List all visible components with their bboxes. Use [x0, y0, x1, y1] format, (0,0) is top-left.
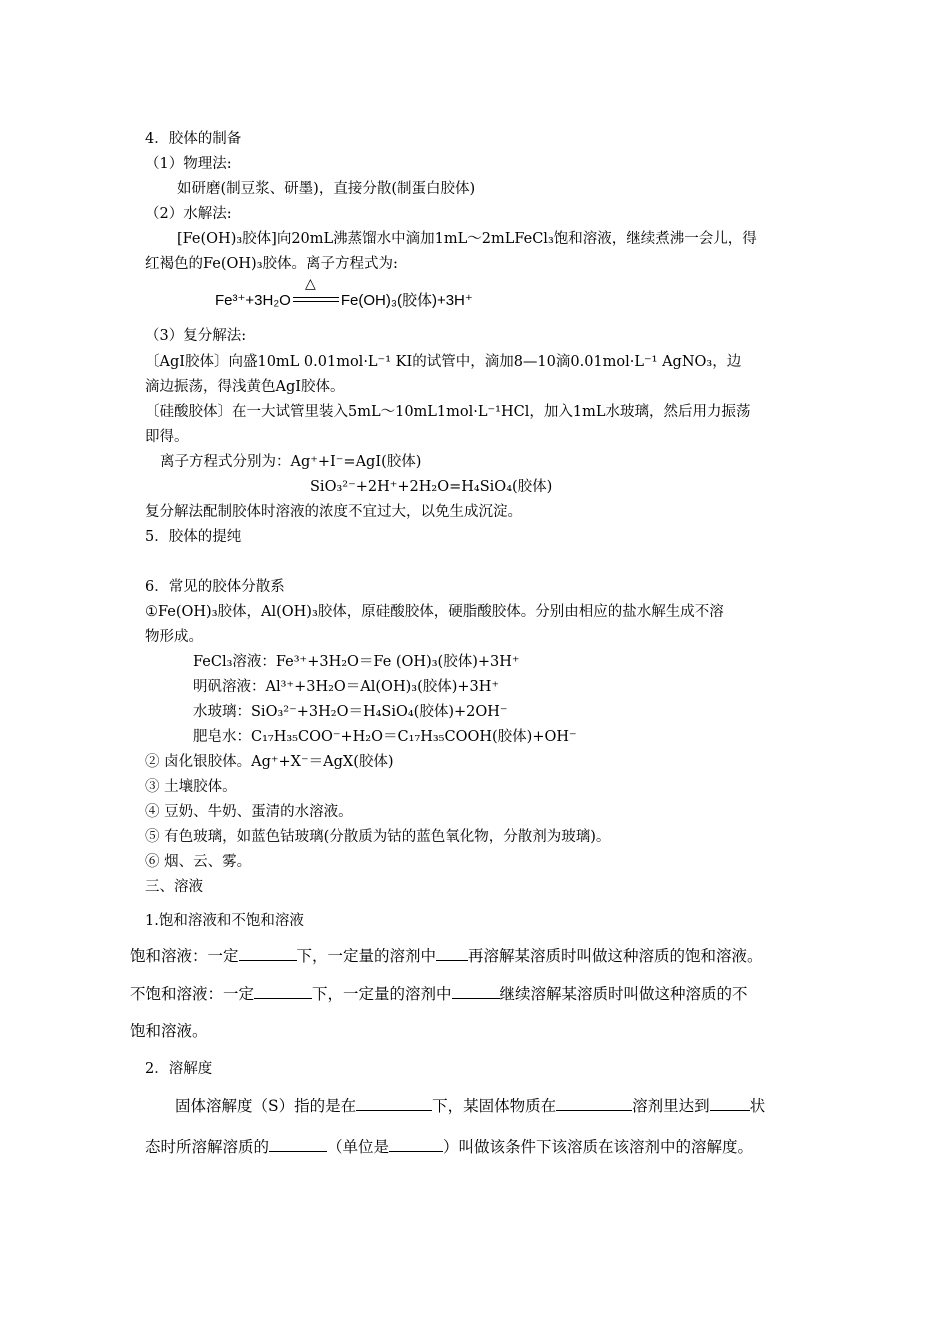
subheading: （1）物理法: — [145, 156, 232, 172]
double-line-arrow-icon — [293, 294, 339, 308]
list-item: ④ 豆奶、牛奶、蛋清的水溶液。 — [145, 804, 353, 820]
list-item: ② 卤化银胶体。Ag⁺+X⁻＝AgX(胶体) — [145, 754, 394, 770]
answer-blank[interactable] — [710, 1096, 750, 1111]
paragraph: 离子方程式分别为：Ag⁺+I⁻=AgI(胶体) — [160, 454, 422, 470]
answer-blank[interactable] — [389, 1137, 443, 1152]
answer-blank[interactable] — [269, 1137, 327, 1152]
fill-in-line: 固体溶解度（S）指的是在 下，某固体物质在 溶剂里达到 状 — [175, 1097, 766, 1115]
subheading: （2）水解法: — [145, 206, 232, 222]
list-item: 明矾溶液：Al³⁺+3H₂O＝Al(OH)₃(胶体)+3H⁺ — [193, 679, 500, 695]
list-item: FeCl₃溶液：Fe³⁺+3H₂O＝Fe (OH)₃(胶体)+3H⁺ — [193, 654, 520, 670]
list-item: ①Fe(OH)₃胶体，Al(OH)₃胶体，原硅酸胶体，硬脂酸胶体。分别由相应的盐水解生成不溶 — [145, 604, 724, 620]
subheading: （3）复分解法: — [145, 328, 247, 344]
fill-in-line: 态时所溶解溶质的 （单位是 ）叫做该条件下该溶质在该溶剂中的溶解度。 — [145, 1138, 754, 1156]
section-title: 5．胶体的提纯 — [145, 529, 242, 545]
paragraph: 〔硅酸胶体〕在一大试管里装入5mL～10mL1mol·L⁻¹HCl，加入1mL水玻璃，然后用力振荡 — [145, 404, 751, 420]
fill-in-line: 饱和溶液：一定 下，一定量的溶剂中 再溶解某溶质时叫做这种溶质的饱和溶液。 — [130, 947, 763, 965]
paragraph: 复分解法配制胶体时溶液的浓度不宜过大，以免生成沉淀。 — [145, 504, 522, 520]
paragraph: 即得。 — [145, 429, 189, 445]
answer-blank[interactable] — [452, 984, 500, 999]
section-title: 三、溶液 — [145, 879, 203, 895]
paragraph: 滴边振荡，得浅黄色AgI胶体。 — [145, 379, 345, 395]
paragraph: 〔AgI胶体〕向盛10mL 0.01mol·L⁻¹ KI的试管中，滴加8—10滴0.01mol·L⁻¹ AgNO₃，边 — [145, 354, 742, 370]
subheading: 2．溶解度 — [145, 1061, 213, 1077]
answer-blank[interactable] — [436, 946, 468, 961]
subheading: 1.饱和溶液和不饱和溶液 — [145, 913, 304, 929]
paragraph: 如研磨(制豆浆、研墨)，直接分散(制蛋白胶体) — [177, 181, 476, 197]
paragraph: 饱和溶液。 — [130, 1022, 208, 1040]
equation-left: Fe³⁺+3H₂O — [215, 292, 291, 309]
list-item: ⑥ 烟、云、雾。 — [145, 854, 252, 870]
list-item: 肥皂水：C₁₇H₃₅COO⁻+H₂O＝C₁₇H₃₅COOH(胶体)+OH⁻ — [193, 729, 577, 745]
list-item: 水玻璃：SiO₃²⁻+3H₂O＝H₄SiO₄(胶体)+2OH⁻ — [193, 704, 508, 720]
answer-blank[interactable] — [239, 946, 297, 961]
list-item: ⑤ 有色玻璃，如蓝色钴玻璃(分散质为钴的蓝色氧化物，分散剂为玻璃)。 — [145, 829, 611, 845]
equation — [215, 289, 473, 310]
paragraph: [Fe(OH)₃胶体]向20mL沸蒸馏水中滴加1mL～2mLFeCl₃饱和溶液，继续煮沸一会儿，得 — [177, 231, 757, 247]
list-item: ③ 土壤胶体。 — [145, 779, 237, 795]
equation-right: Fe(OH)₃(胶体)+3H⁺ — [340, 292, 473, 309]
section-title: 6．常见的胶体分散系 — [145, 579, 285, 595]
heat-symbol: △ — [305, 276, 316, 292]
list-item: 物形成。 — [145, 629, 203, 645]
paragraph: SiO₃²⁻+2H⁺+2H₂O=H₄SiO₄(胶体) — [310, 479, 553, 495]
answer-blank[interactable] — [254, 984, 312, 999]
paragraph: 红褐色的Fe(OH)₃胶体。离子方程式为: — [145, 256, 398, 272]
answer-blank[interactable] — [556, 1096, 632, 1111]
answer-blank[interactable] — [356, 1096, 432, 1111]
section-title: 4．胶体的制备 — [145, 131, 242, 147]
fill-in-line: 不饱和溶液：一定 下，一定量的溶剂中 继续溶解某溶质时叫做这种溶质的不 — [130, 985, 748, 1003]
